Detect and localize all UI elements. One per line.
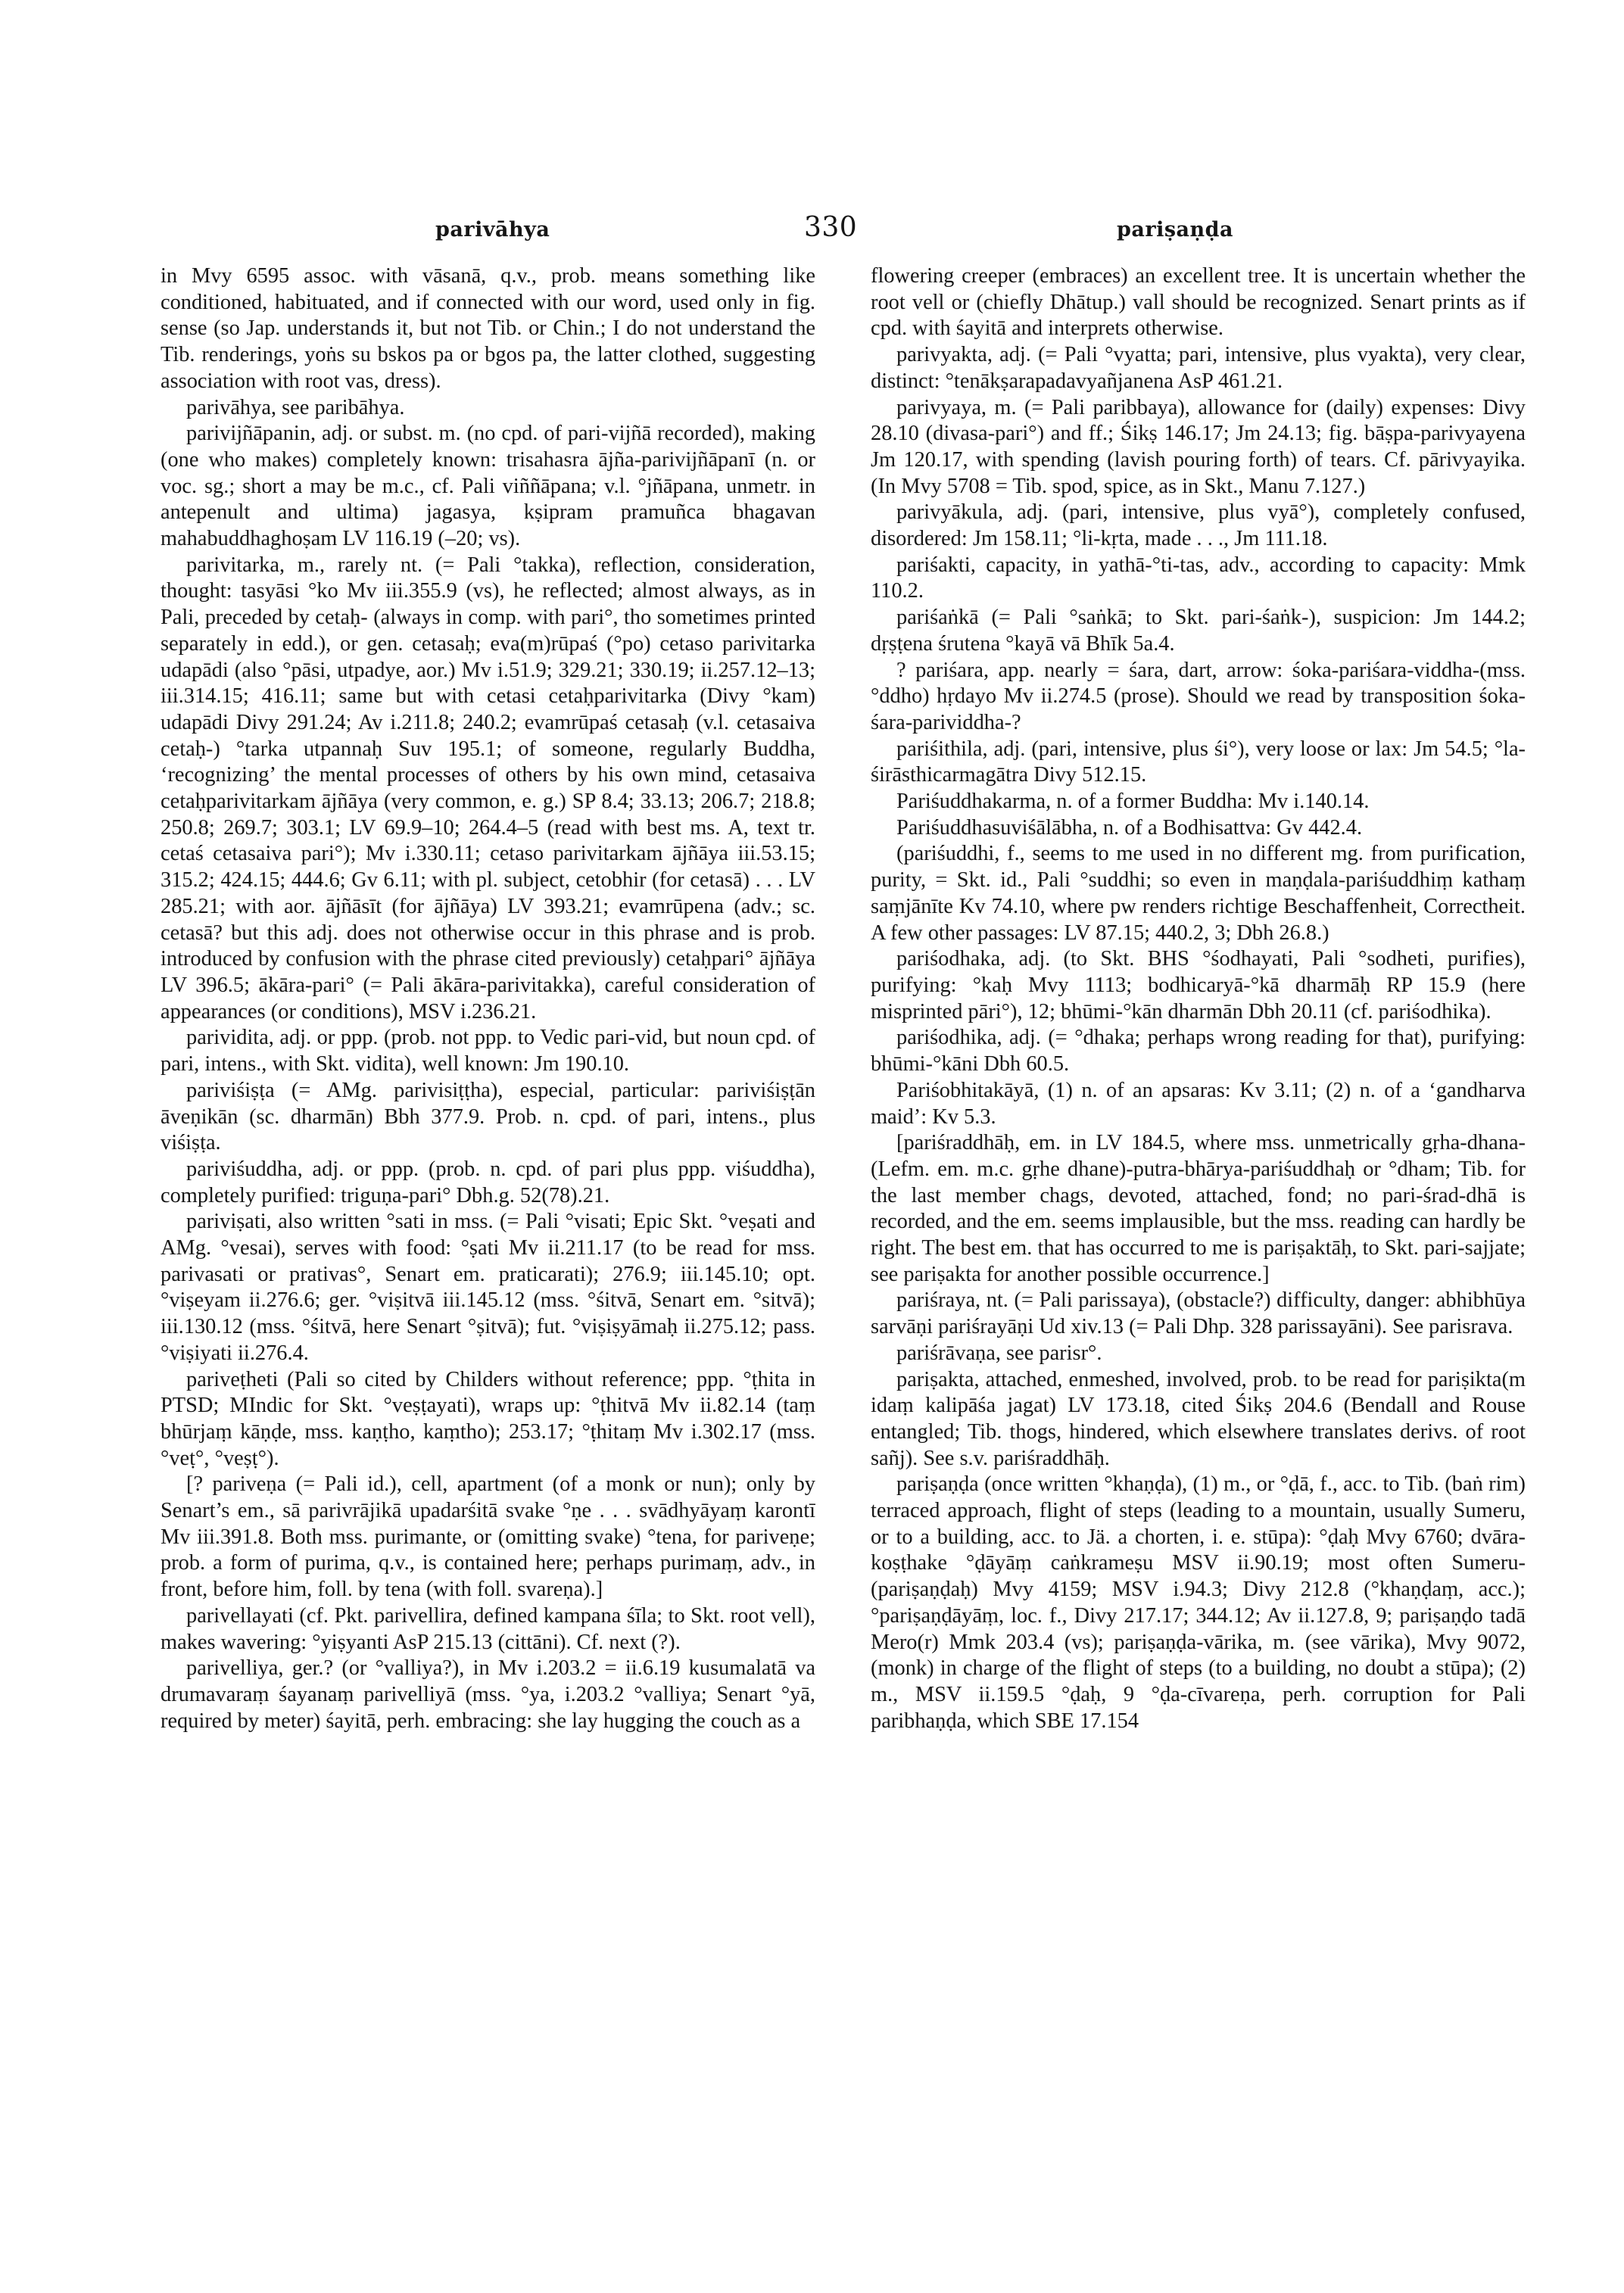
dictionary-entry: parivellayati (cf. Pkt. parivellira, defined kampana śīla; to Skt. root vell), makes wavering: °yiṣyanti AsP 215.13 (cittāni). Cf. next (?). [161,1603,815,1654]
running-head-left: parivāhya [435,218,550,241]
dictionary-entry: pariśodhika, adj. (= °dhaka; perhaps wrong reading for that), purifying: bhūmi-°kāni Dbh 60.5. [871,1026,1526,1076]
dictionary-entry: pariveṭheti (Pali so cited by Childers without reference; ppp. °ṭhita in PTSD; MIndic for Skt. °veṣṭayati), wraps up: °ṭhitvā Mv ii.82.14 (taṃ bhūrjaṃ kāṇḍe, mss. kaṇṭho, kaṃtho); 253.17; °ṭhitaṃ Mv i.302.17 (mss. °veṭ°, °veṣṭ°). [161,1367,815,1470]
dictionary-entry: pariśithila, adj. (pari, intensive, plus śi°), very loose or lax: Jm 54.5; °la-śirāsthicarmagātra Divy 512.15. [871,737,1526,787]
dictionary-entry: parivitarka, m., rarely nt. (= Pali °takka), reflection, consideration, thought: tasyāsi °ko Mv iii.355.9 (vs), he reflected; almost always, as in Pali, preceded by cetaḥ- (always in comp. with pari°, tho sometimes printed separately in edd.), or gen. cetasaḥ; eva(m)rūpaś (°po) cetaso parivitarka udapādi (also °pāsi, utpadye, aor.) Mv i.51.9; 329.21; 330.19; ii.257.12–13; iii.314.15; 416.11; same but with cetasi cetaḥparivitarka (Divy °kam) udapādi Divy 291.24; Av i.211.8; 240.2; evamrūpaś cetasaḥ (v.l. cetasaiva cetaḥ-) °tarka utpannaḥ Suv 195.1; of someone, regularly Buddha, ‘recognizing’ the mental processes of others by his own mind, cetasaiva cetaḥparivitarkam ājñāya (very common, e. g.) SP 8.4; 33.13; 206.7; 218.8; 250.8; 269.7; 303.1; LV 69.9–10; 264.4–5 (read with best ms. A, text tr. cetaś cetasaiva pari°); Mv i.330.11; cetaso parivitarkam ājñāya iii.53.15; 315.2; 424.15; 444.6; Gv 6.11; with pl. subject, cetobhir (for cetasā) . . . LV 285.21; with aor. ājñāsīt (for ājñāya) LV 393.21; evamrūpena (adv.; sc. cetasā? but this adj. does not otherwise occur in this phrase and is prob. introduced by confusion with the phrase cited previously) cetaḥpari° ājñāya LV 396.5; ākāra-pari° (= Pali ākāra-parivitakka), careful consideration of appearances (or conditions), MSV i.236.21. [161,553,815,1023]
dictionary-entry: ? pariśara, app. nearly = śara, dart, arrow: śoka-pariśara-viddha-(mss. °ddho) hṛdayo Mv ii.274.5 (prose). Should we read by transposition śoka-śara-parividdha-? [871,658,1526,734]
left-column [161,263,815,2251]
dictionary-entry: pariviśuddha, adj. or ppp. (prob. n. cpd. of pari plus ppp. viśuddha), completely purified: triguṇa-pari° Dbh.g. 52(78).21. [161,1157,815,1207]
dictionary-entry: pariśrāvaṇa, see parisr°. [896,1341,1102,1365]
entry-continuation: flowering creeper (embraces) an excellent tree. It is uncertain whether the root vell or (chiefly Dhātup.) vall should be recognized. Senart prints as if cpd. with śayitā and interprets otherwise. [871,264,1526,341]
running-head-right: pariṣaṇḍa [1117,218,1234,241]
dictionary-entry: pariśakti, capacity, in yathā-°ti-tas, adv., according to capacity: Mmk 110.2. [871,553,1526,603]
dictionary-entry: pariviṣati, also written °sati in mss. (= Pali °visati; Epic Skt. °veṣati and AMg. °vesai), serves with food: °ṣati Mv ii.211.17 (to be read for mss. parivasati or prativas°, Senart em. praticarati); 276.9; iii.145.10; opt. °viṣeyam ii.276.6; ger. °viṣitvā iii.145.12 (mss. °śitvā, Senart em. °sitvā); iii.130.12 (mss. °śitvā, here Senart °ṣitvā); fut. °viṣiṣyāmaḥ ii.275.12; pass. °viṣiyati ii.276.4. [161,1210,815,1365]
dictionary-entry: Pariśuddhakarma, n. of a former Buddha: Mv i.140.14. [896,790,1370,814]
right-column [871,263,1526,2251]
dictionary-entry: parividita, adj. or ppp. (prob. not ppp. to Vedic pari-vid, but noun cpd. of pari, intens., with Skt. vidita), well known: Jm 190.10. [161,1026,815,1076]
dictionary-entry: parivelliya, ger.? (or °valliya?), in Mv i.203.2 = ii.6.19 kusumalatā va drumavaraṃ śayanaṃ parivelliyā (mss. °ya, i.203.2 °valliya; Senart °yā, required by meter) śayitā, perh. embracing: she lay hugging the couch as a [161,1656,815,1733]
page-number: 330 [804,212,858,243]
dictionary-entry: parivijñāpanin, adj. or subst. m. (no cpd. of pari-vijñā recorded), making (one who makes) completely known: trisahasra ājña-parivijñāpanī (n. or voc. sg.; short a may be m.c., cf. Pali viññāpana; v.l. °jñāpana, unmetr. in antepenult and ultima) jagasya, kṣipram pramuñca bhagavan mahabuddhaghoṣam LV 116.19 (–20; vs). [161,422,815,551]
dictionary-entry: pariśodhaka, adj. (to Skt. BHS °śodhayati, Pali °sodheti, purifies), purifying: °kaḥ Mvy 1113; bodhicaryā-°kā dharmāḥ RP 15.9 (here misprinted pāri°), 12; bhūmi-°kān dharmān Dbh 20.11 (cf. pariśodhika). [871,947,1526,1023]
dictionary-entry: (pariśuddhi, f., seems to me used in no different mg. from purification, purity, = Skt. id., Pali °suddhi; so even in maṇḍala-pariśuddhiṃ kathaṃ saṃjānīte Kv 74.10, where pw renders richtige Beschaffenheit, Correctheit. A few other passages: LV 87.15; 440.2, 3; Dbh 26.8.) [871,842,1526,945]
dictionary-entry: Pariśuddhasuviśālābha, n. of a Bodhisattva: Gv 442.4. [896,815,1363,840]
entry-continuation: in Mvy 6595 assoc. with vāsanā, q.v., prob. means something like conditioned, habituated, and if connected with our word, used only in fig. sense (so Jap. understands it, but not Tib. or Chin.; I do not understand the Tib. renderings, yoṅs su bskos pa or bgos pa, the latter clothed, suggesting association with root vas, dress). [161,264,815,393]
dictionary-entry: pariśaṅkā (= Pali °saṅkā; to Skt. pari-śaṅk-), suspicion: Jm 144.2; dṛṣṭena śrutena °kayā vā Bhīk 5a.4. [871,606,1526,656]
dictionary-entry: pariṣakta, attached, enmeshed, involved, prob. to be read for pariṣikta(m idaṃ kalipāśa jagat) LV 173.18, cited Śikṣ 204.6 (Bendall and Rouse entangled; Tib. thogs, hindered, which elsewhere translates derivs. of root sañj). See s.v. pariśraddhāḥ. [871,1367,1526,1470]
dictionary-entry: [? pariveṇa (= Pali id.), cell, apartment (of a monk or nun); only by Senart’s em., sā parivrājikā upadarśitā svake °ṇe . . . svādhyāyaṃ karontī Mv iii.391.8. Both mss. purimante, or (omitting svake) °tena, for pariveṇe; prob. a form of purima, q.v., is contained here; perhaps purimaṃ, adv., in front, before him, foll. by tena (with foll. svareṇa).] [161,1472,815,1602]
dictionary-entry: pariṣaṇḍa (once written °khaṇḍa), (1) m., or °ḍā, f., acc. to Tib. (baṅ rim) terraced approach, flight of steps (leading to a mountain, usually Sumeru, or to a building, acc. to Jä. a chorten, i. e. stūpa): °ḍaḥ Mvy 6760; dvāra-koṣṭhake °ḍāyāṃ caṅkrameṣu MSV ii.90.19; most often Sumeru- (pariṣaṇḍaḥ) Mvy 4159; MSV i.94.3; Divy 212.8 (°khaṇḍaṃ, acc.); °pariṣaṇḍāyāṃ, loc. f., Divy 217.17; 344.12; Av ii.127.8, 9; pariṣaṇḍo tadā Mero(r) Mmk 203.4 (vs); pariṣaṇḍa-vārika, m. (see vārika), Mvy 9072, (monk) in charge of the flight of steps (to a building, no doubt a stūpa); (2) m., MSV ii.159.5 °ḍaḥ, 9 °ḍa-cīvareṇa, perh. corruption for Pali paribhaṇḍa, which SBE 17.154 [871,1472,1526,1733]
dictionary-entry: pariviśiṣṭa (= AMg. parivisiṭṭha), especial, particular: pariviśiṣṭān āveṇikān (sc. dharmān) Bbh 377.9. Prob. n. cpd. of pari, intens., plus viśiṣṭa. [161,1078,815,1155]
dictionary-entry: [pariśraddhāḥ, em. in LV 184.5, where mss. unmetrically gṛha-dhana-(Lefm. em. m.c. gṛhe dhane)-putra-bhārya-pariśuddhaḥ or °dham; Tib. for the last member chags, devoted, attached, fond; no pari-śrad-dhā is recorded, and the em. seems implausible, but the mss. reading can hardly be right. The best em. that has occurred to me is pariṣaktāḥ, to Skt. pari-sajjate; see pariṣakta for another possible occurrence.] [871,1131,1526,1286]
dictionary-entry: parivyākula, adj. (pari, intensive, plus vyā°), completely confused, disordered: Jm 158.11; °li-kṛta, made . . ., Jm 111.18. [871,500,1526,551]
dictionary-entry: pariśraya, nt. (= Pali parissaya), (obstacle?) difficulty, danger: abhibhūya sarvāṇi pariśrayāṇi Ud xiv.13 (= Pali Dhp. 328 parissayāni). See parisrava. [871,1288,1526,1339]
dictionary-entry: parivāhya, see paribāhya. [186,395,405,419]
dictionary-entry: parivyaya, m. (= Pali paribbaya), allowance for (daily) expenses: Divy 28.10 (divasa-pari°) and ff.; Śikṣ 146.17; Jm 24.13; fig. bāṣpa-parivyayena Jm 120.17, with spending (lavish pouring forth) of tears. Cf. pārivyayika. (In Mvy 5708 = Tib. spod, spice, as in Skt., Manu 7.127.) [871,395,1526,498]
dictionary-entry: parivyakta, adj. (= Pali °vyatta; pari, intensive, plus vyakta), very clear, distinct: °tenākṣarapadavyañjanena AsP 461.21. [871,343,1526,393]
dictionary-entry: Pariśobhitakāyā, (1) n. of an apsaras: Kv 3.11; (2) n. of a ‘gandharva maid’: Kv 5.3. [871,1078,1526,1129]
